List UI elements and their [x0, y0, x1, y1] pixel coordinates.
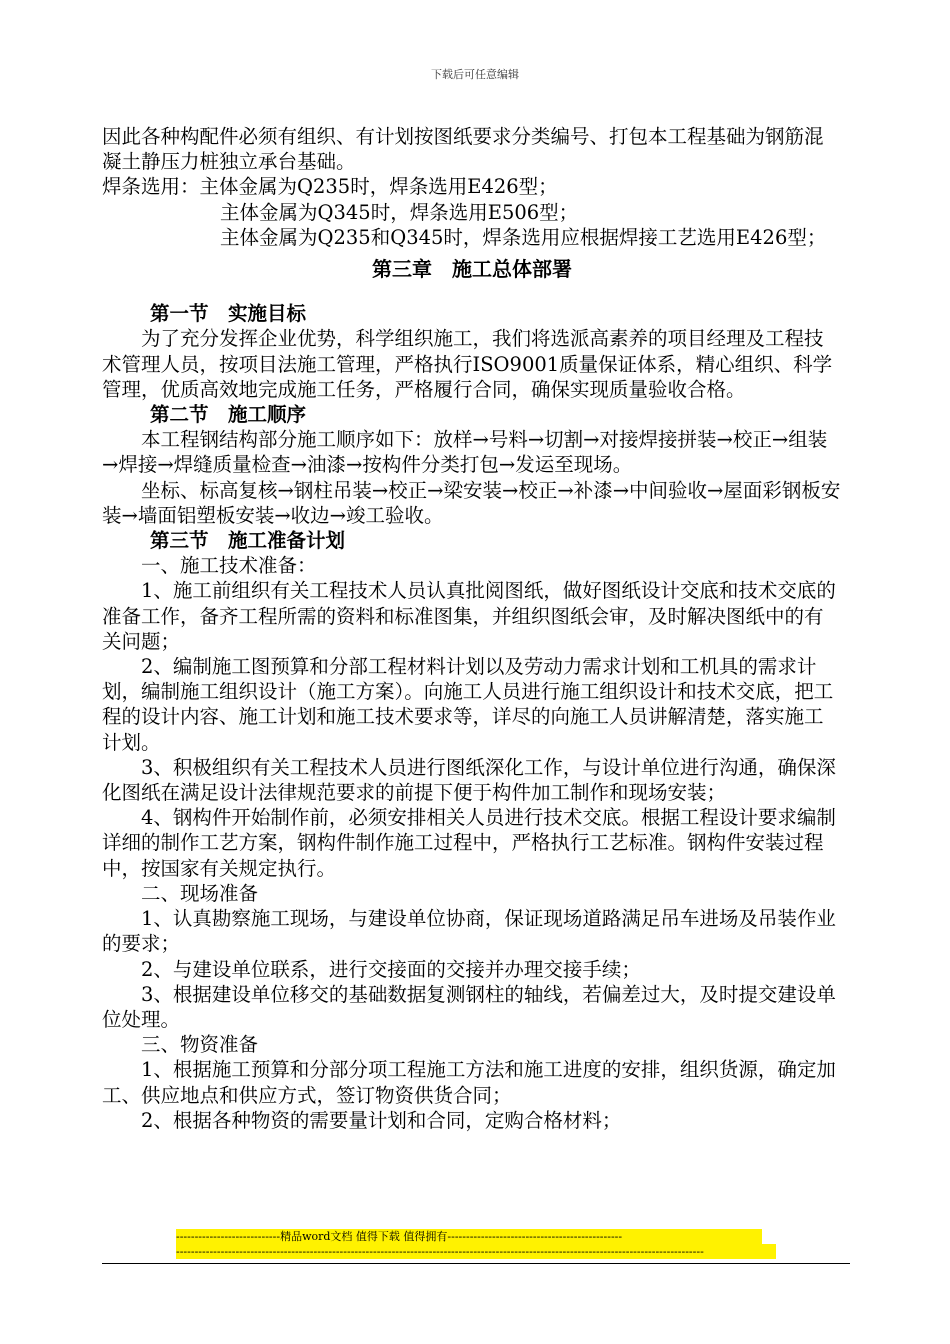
- paragraph-intro: 因此各种构配件必须有组织、有计划按图纸要求分类编号、打包本工程基础为钢筋混凝土静压力桩独立承台基础。: [102, 125, 824, 174]
- paragraph-installation-sequence: 坐标、标高复核→钢柱吊装→校正→梁安装→校正→补漆→中间验收→屋面彩钢板安装→墙面铝塑板安装→收边→竣工验收。: [102, 478, 841, 527]
- paragraph-tech-4: 4、钢构件开始制作前，必须安排相关人员进行技术交底。根据工程设计要求编制详细的制作工艺方案，钢构件制作施工过程中，严格执行工艺标准。钢构件安装过程中，按国家有关规定执行。: [102, 806, 836, 880]
- document-body: [102, 124, 842, 1133]
- subheading-technical-prep: 一、施工技术准备：: [141, 554, 317, 578]
- paragraph-welding-rod: 焊条选用：主体金属为Q235时，焊条选用E426型；: [102, 175, 558, 199]
- section-heading-2: 第二节 施工顺序: [150, 403, 307, 427]
- subheading-site-prep: 二、现场准备: [141, 881, 259, 905]
- paragraph-site-3: 3、根据建设单位移交的基础数据复测钢柱的轴线，若偏差过大，及时提交建设单位处理。: [102, 982, 836, 1031]
- chapter-title: 第三章 施工总体部署: [372, 257, 572, 282]
- paragraph-tech-2: 2、编制施工图预算和分部工程材料计划以及劳动力需求计划和工机具的需求计划，编制施工组织设计（施工方案）。向施工人员进行施工组织设计和技术交底，把工程的设计内容、施工计划和施工技术要求等，详尽的向施工人员讲解清楚，落实施工计划。: [102, 655, 834, 754]
- paragraph-welding-q345: 主体金属为Q345时，焊条选用E506型；: [220, 200, 579, 224]
- section-heading-3: 第三节 施工准备计划: [150, 529, 346, 553]
- footer-banner: [176, 1229, 776, 1259]
- footer-banner-line-1: ----------------------------精品word文档 值得下载 值得拥有-----------------------------------------------: [176, 1229, 762, 1244]
- footer-banner-line-2: ----------------------------------------------------------------------------------------------------------------------------------------------: [176, 1244, 776, 1259]
- paragraph-material-1: 1、根据施工预算和分部分项工程施工方法和施工进度的安排，组织货源，确定加工、供应地点和供应方式，签订物资供货合同；: [102, 1058, 836, 1107]
- page-header: 下载后可任意编辑: [431, 68, 519, 81]
- paragraph-tech-3: 3、积极组织有关工程技术人员进行图纸深化工作，与设计单位进行沟通，确保深化图纸在满足设计法律规范要求的前提下便于构件加工制作和现场安装；: [102, 755, 836, 805]
- paragraph-goal: 为了充分发挥企业优势，科学组织施工，我们将选派高素养的项目经理及工程技术管理人员，按项目法施工管理，严格执行ISO9001质量保证体系，精心组织、科学管理，优质高效地完成施工任务，严格履行合同，确保实现质量验收合格。: [102, 327, 833, 401]
- paragraph-welding-mixed: 主体金属为Q235和Q345时，焊条选用应根据焊接工艺选用E426型；: [220, 225, 827, 249]
- paragraph-material-2: 2、根据各种物资的需要量计划和合同，定购合格材料；: [141, 1108, 622, 1132]
- footer-divider: [102, 1263, 850, 1264]
- paragraph-sequence: 本工程钢结构部分施工顺序如下：放样→号料→切割→对接焊接拼装→校正→组装→焊接→焊缝质量检查→油漆→按构件分类打包→发运至现场。: [102, 428, 828, 477]
- section-heading-1: 第一节 实施目标: [150, 302, 307, 326]
- subheading-material-prep: 三、物资准备: [141, 1033, 259, 1057]
- paragraph-site-2: 2、与建设单位联系，进行交接面的交接并办理交接手续；: [141, 957, 641, 981]
- paragraph-site-1: 1、认真勘察施工现场，与建设单位协商，保证现场道路满足吊车进场及吊装作业的要求；: [102, 907, 836, 956]
- paragraph-tech-1: 1、施工前组织有关工程技术人员认真批阅图纸，做好图纸设计交底和技术交底的准备工作，备齐工程所需的资料和标准图集，并组织图纸会审，及时解决图纸中的有关问题；: [102, 579, 836, 653]
